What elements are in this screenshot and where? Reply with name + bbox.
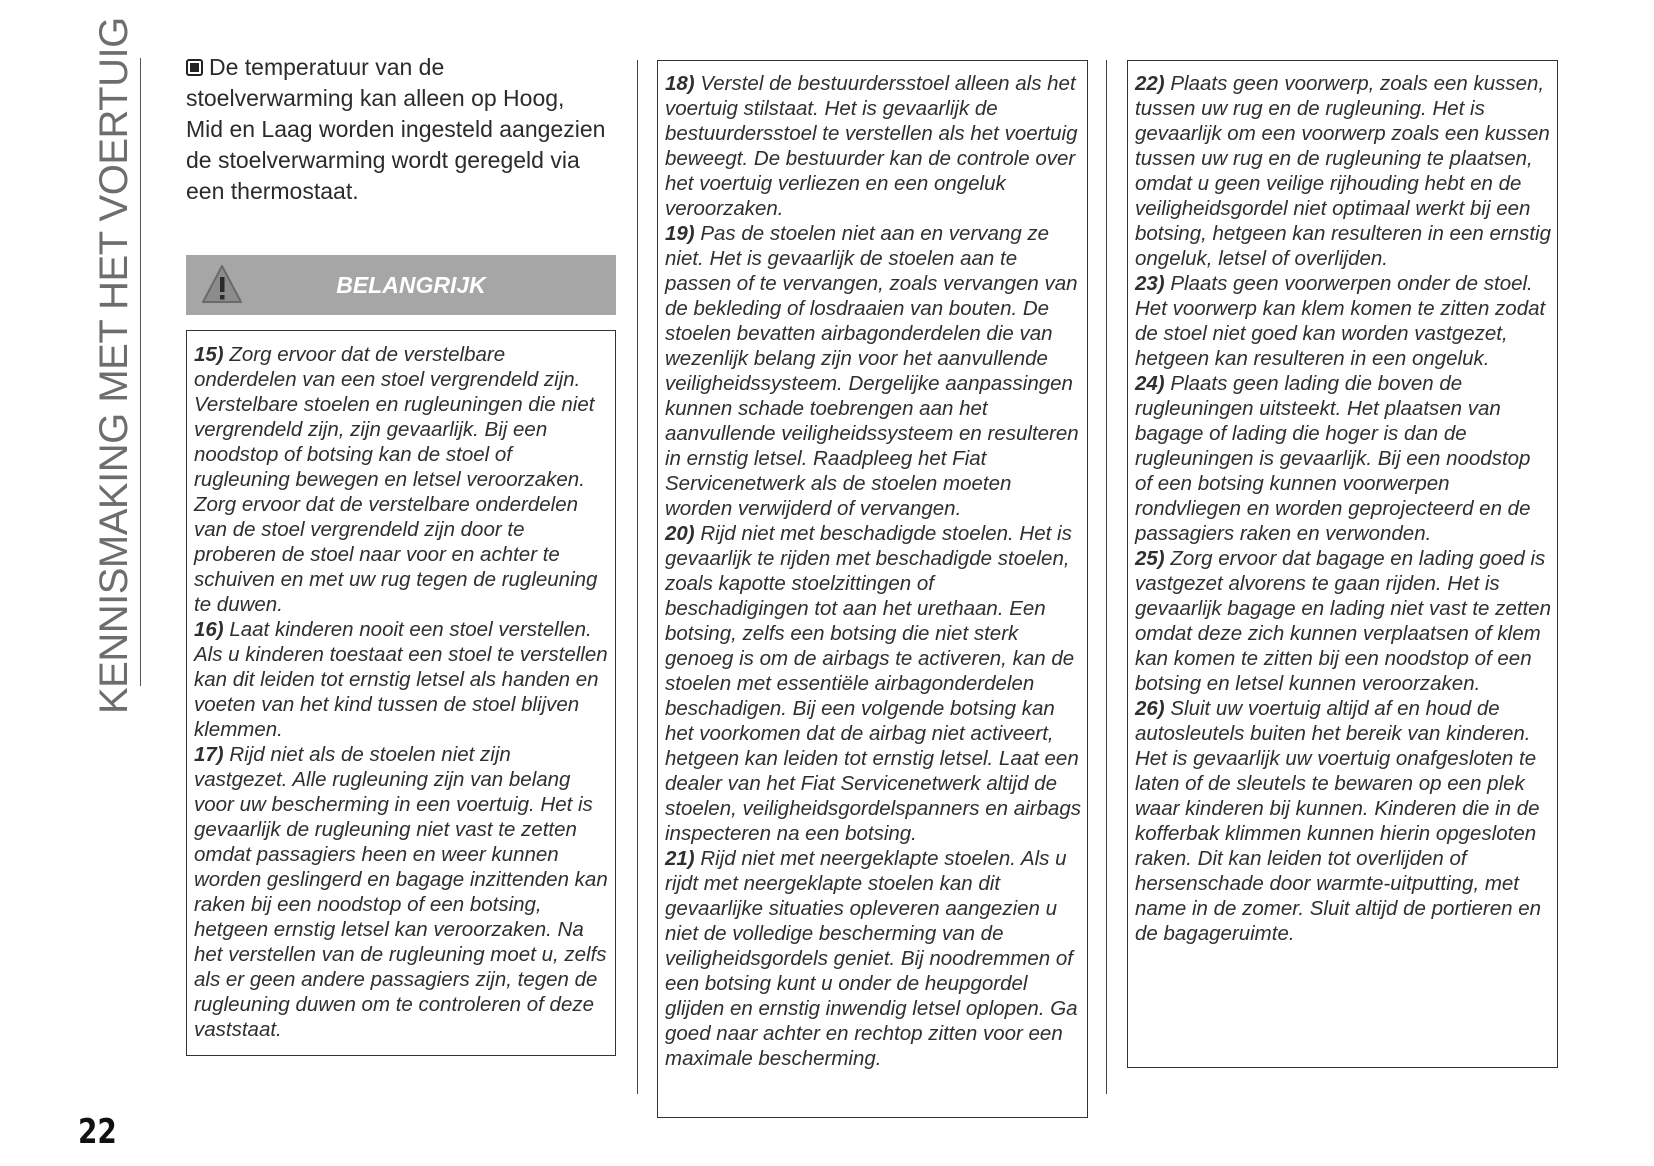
note-text: Rijd niet als de stoelen niet zijn vastgezet. Alle rugleuning zijn van belang voor uw bescherming in een voertuig. Het is gevaarlijk de rugleuning niet vast te zetten omdat passagiers heen en weer kunnen worden geslingerd en bagage inzittenden kan raken bij een noodstop of een botsing, hetgeen ernstig letsel kan veroorzaken. Na het verstellen van de rugleuning moet u, zelfs als er geen andere passagiers zijn, tegen de rugleuning duwen om te controleren of deze vaststaat.	[194, 743, 608, 1041]
note-number: 21)	[665, 847, 695, 870]
bullet-square-icon	[186, 59, 203, 76]
column-divider	[637, 60, 638, 1094]
note-number: 15)	[194, 343, 224, 366]
note-text: Sluit uw voertuig altijd af en houd de autosleutels buiten het bereik van kinderen. Het is gevaarlijk uw voertuig onafgesloten te laten of de sleutels te bewaren op een plek waar kinderen bij kunnen. Kinderen die in de kofferbak klimmen kunnen hierin opgesloten raken. Dit kan leiden tot overlijden of hersenschade door warmte-uitputting, met name in de zomer. Sluit altijd de portieren en de bagageruimte.	[1135, 697, 1542, 945]
warning-note	[1135, 546, 1551, 696]
warning-note	[665, 221, 1081, 521]
column-divider	[1106, 60, 1107, 1094]
note-text: Zorg ervoor dat bagage en lading goed is vastgezet alvorens te gaan rijden. Het is gevaarlijk bagage en lading niet vast te zetten omdat deze zich kunnen verplaatsen of klem kan komen te zitten bij een noodstop of een botsing en letsel kunnen veroorzaken.	[1135, 547, 1551, 695]
warning-note	[194, 617, 609, 742]
warning-box-1	[186, 330, 616, 1056]
note-text: Zorg ervoor dat de verstelbare onderdelen van een stoel vergrendeld zijn. Verstelbare stoelen en rugleuningen die niet vergrendeld zijn, zijn gevaarlijk. Bij een noodstop of botsing kan de stoel of rugleuning bewegen en letsel veroorzaken. Zorg ervoor dat de verstelbare onderdelen van de stoel vergrendeld zijn door te proberen de stoel naar voor en achter te schuiven en met uw rug tegen de rugleuning te duwen.	[194, 343, 598, 616]
warning-note	[1135, 371, 1551, 546]
note-number: 26)	[1135, 697, 1165, 720]
note-text: Pas de stoelen niet aan en vervang ze niet. Het is gevaarlijk de stoelen aan te passen of te vervangen, zoals vervangen van de bekleding of losdraaien van bouten. De stoelen bevatten airbagonderdelen die van wezenlijk belang zijn voor het aanvullende veiligheidssysteem. Dergelijke aanpassingen kunnen schade toebrengen aan het aanvullende veiligheidssysteem en resulteren in ernstig letsel. Raadpleeg het Fiat Servicenetwerk als de stoelen moeten worden verwijderd of vervangen.	[665, 222, 1079, 520]
note-text: Plaats geen lading die boven de rugleuningen uitsteekt. Het plaatsen van bagage of lading die hoger is dan de rugleuningen is gevaarlijk. Bij een noodstop of een botsing kunnen voorwerpen rondvliegen en worden geprojecteerd en de passagiers raken en verwonden.	[1135, 372, 1531, 545]
warning-note	[665, 521, 1081, 846]
warning-box-2	[657, 60, 1088, 1118]
important-label: BELANGRIJK	[336, 272, 486, 298]
note-number: 23)	[1135, 272, 1165, 295]
warning-note	[194, 342, 609, 617]
note-number: 20)	[665, 522, 695, 545]
warning-note	[1135, 696, 1551, 946]
section-title: KENNISMAKING MET HET VOERTUIG	[92, 17, 136, 714]
note-number: 16)	[194, 618, 224, 641]
intro-paragraph	[186, 52, 606, 207]
warning-note	[665, 846, 1081, 1071]
note-text: Verstel de bestuurdersstoel alleen als het voertuig stilstaat. Het is gevaarlijk de bestuurdersstoel te verstellen als het voertuig beweegt. De bestuurder kan de controle over het voertuig verliezen en een ongeluk veroorzaken.	[665, 72, 1078, 220]
note-number: 17)	[194, 743, 224, 766]
intro-text: De temperatuur van de stoelverwarming kan alleen op Hoog, Mid en Laag worden ingesteld aangezien de stoelverwarming wordt geregeld via een thermostaat.	[186, 54, 606, 204]
section-divider	[140, 58, 141, 686]
note-number: 22)	[1135, 72, 1165, 95]
note-number: 25)	[1135, 547, 1165, 570]
warning-note	[1135, 71, 1551, 271]
note-text: Rijd niet met beschadigde stoelen. Het is gevaarlijk te rijden met beschadigde stoelen, zoals kapotte stoelzittingen of beschadigingen tot aan het urethaan. Een botsing, zelfs een botsing die niet sterk genoeg is om de airbags te activeren, kan de stoelen met essentiële airbagonderdelen beschadigen. Bij een volgende botsing kan het voorkomen dat de airbag niet activeert, hetgeen kan leiden tot ernstig letsel. Laat een dealer van het Fiat Servicenetwerk altijd de stoelen, veiligheidsgordelspanners en airbags inspecteren na een botsing.	[665, 522, 1081, 845]
important-banner	[186, 255, 616, 315]
note-text: Rijd niet met neergeklapte stoelen. Als u rijdt met neergeklapte stoelen kan dit gevaarlijke situaties opleveren aangezien u niet de volledige bescherming van de veiligheidsgordels geniet. Bij noodremmen of een botsing kunt u onder de heupgordel glijden en ernstig inwendig letsel oplopen. Ga goed naar achter en rechtop zitten voor een maximale bescherming.	[665, 847, 1078, 1070]
warning-note	[665, 71, 1081, 221]
note-text: Laat kinderen nooit een stoel verstellen. Als u kinderen toestaat een stoel te verstellen kan dit leiden tot ernstig letsel als handen en voeten van het kind tussen de stoel blijven klemmen.	[194, 618, 608, 741]
note-number: 19)	[665, 222, 695, 245]
note-number: 24)	[1135, 372, 1165, 395]
note-text: Plaats geen voorwerpen onder de stoel. Het voorwerp kan klem komen te zitten zodat de stoel niet goed kan worden vastgezet, hetgeen kan resulteren in een ongeluk.	[1135, 272, 1546, 370]
warning-note	[194, 742, 609, 1042]
note-text: Plaats geen voorwerp, zoals een kussen, tussen uw rug en de rugleuning. Het is gevaarlijk om een voorwerp zoals een kussen tussen uw rug en de rugleuning te plaatsen, omdat u geen veilige rijhouding hebt en de veiligheidsgordel niet optimaal werkt bij een botsing, hetgeen kan resulteren in een ernstig ongeluk, letsel of overlijden.	[1135, 72, 1551, 270]
warning-note	[1135, 271, 1551, 371]
warning-box-3	[1127, 60, 1558, 1068]
page-number: 22	[78, 1112, 117, 1152]
note-number: 18)	[665, 72, 695, 95]
